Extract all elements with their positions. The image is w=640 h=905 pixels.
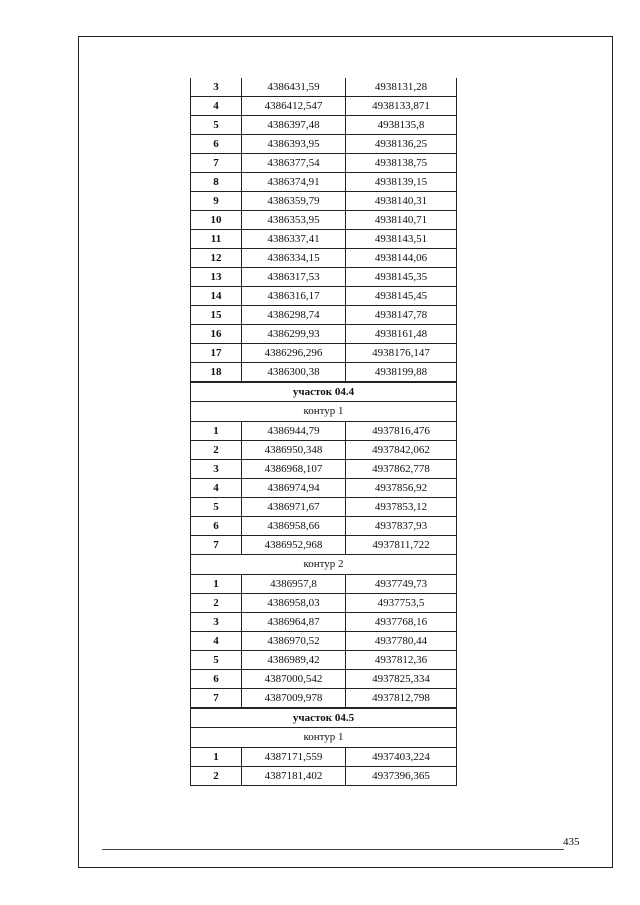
footer-rule xyxy=(102,849,564,850)
table-row xyxy=(190,613,457,632)
point-number-cell: 4 xyxy=(191,632,242,650)
point-number-cell: 6 xyxy=(191,517,242,535)
table-row xyxy=(190,594,457,613)
y-coordinate-cell: 4937811,722 xyxy=(372,539,430,551)
y-coordinate-cell: 4938144,06 xyxy=(374,252,428,264)
x-coordinate-cell: 4386944,79 xyxy=(242,422,346,440)
section-header: участок 04.4 xyxy=(190,382,457,402)
table-row xyxy=(190,230,457,249)
y-coordinate-cell: 4937780,44 xyxy=(374,635,428,647)
y-coordinate-cell: 4938138,75 xyxy=(374,157,428,169)
y-coordinate-cell: 4937812,798 xyxy=(372,692,430,704)
point-number-cell: 13 xyxy=(191,268,242,286)
point-number-cell: 5 xyxy=(191,651,242,669)
y-coordinate-cell: 4938199,88 xyxy=(374,366,428,378)
table-row xyxy=(190,211,457,230)
y-coordinate-cell: 4937837,93 xyxy=(374,520,428,532)
x-coordinate-cell: 4386958,03 xyxy=(242,594,346,612)
table-row xyxy=(190,748,457,767)
table-row xyxy=(190,249,457,268)
point-number-cell: 18 xyxy=(191,363,242,381)
x-coordinate-cell: 4386393,95 xyxy=(242,135,346,153)
y-coordinate-cell: 4938161,48 xyxy=(374,328,428,340)
table-row xyxy=(190,325,457,344)
x-coordinate-cell: 4386431,59 xyxy=(242,78,346,96)
point-number-cell: 4 xyxy=(191,97,242,115)
point-number-cell: 2 xyxy=(191,441,242,459)
x-coordinate-cell: 4386968,107 xyxy=(242,460,346,478)
y-coordinate-cell: 4937749,73 xyxy=(374,578,428,590)
table-row xyxy=(190,154,457,173)
y-coordinate-cell: 4937853,12 xyxy=(374,501,428,513)
x-coordinate-cell: 4386989,42 xyxy=(242,651,346,669)
x-coordinate-cell: 4386377,54 xyxy=(242,154,346,172)
point-number-cell: 3 xyxy=(191,78,242,96)
x-coordinate-cell: 4386952,968 xyxy=(242,536,346,554)
point-number-cell: 5 xyxy=(191,116,242,134)
point-number-cell: 6 xyxy=(191,670,242,688)
table-row xyxy=(190,498,457,517)
table-row xyxy=(190,689,457,708)
x-coordinate-cell: 4386337,41 xyxy=(242,230,346,248)
x-coordinate-cell: 4387171,559 xyxy=(242,748,346,766)
y-coordinate-cell: 4938147,78 xyxy=(374,309,428,321)
table-row xyxy=(190,192,457,211)
y-coordinate-cell: 4937862,778 xyxy=(372,463,430,475)
x-coordinate-cell: 4386359,79 xyxy=(242,192,346,210)
x-coordinate-cell: 4386300,38 xyxy=(242,363,346,381)
y-coordinate-cell: 4938131,28 xyxy=(374,81,428,93)
contour-subheader: контур 1 xyxy=(190,728,457,748)
point-number-cell: 9 xyxy=(191,192,242,210)
point-number-cell: 10 xyxy=(191,211,242,229)
x-coordinate-cell: 4386958,66 xyxy=(242,517,346,535)
y-coordinate-cell: 4938133,871 xyxy=(372,100,430,112)
table-row xyxy=(190,670,457,689)
point-number-cell: 5 xyxy=(191,498,242,516)
y-coordinate-cell: 4938135,8 xyxy=(377,119,425,131)
point-number-cell: 1 xyxy=(191,422,242,440)
y-coordinate-cell: 4937753,5 xyxy=(377,597,425,609)
x-coordinate-cell: 4387181,402 xyxy=(242,767,346,785)
table-row xyxy=(190,78,457,97)
table-row xyxy=(190,97,457,116)
y-coordinate-cell: 4937403,224 xyxy=(372,751,430,763)
x-coordinate-cell: 4386957,8 xyxy=(242,575,346,593)
x-coordinate-cell: 4386950,348 xyxy=(242,441,346,459)
contour-subheader: контур 1 xyxy=(190,402,457,422)
table-row xyxy=(190,306,457,325)
point-number-cell: 6 xyxy=(191,135,242,153)
y-coordinate-cell: 4938139,15 xyxy=(374,176,428,188)
table-row xyxy=(190,632,457,651)
x-coordinate-cell: 4386317,53 xyxy=(242,268,346,286)
y-coordinate-cell: 4938136,25 xyxy=(374,138,428,150)
x-coordinate-cell: 4386397,48 xyxy=(242,116,346,134)
point-number-cell: 2 xyxy=(191,594,242,612)
point-number-cell: 17 xyxy=(191,344,242,362)
table-row xyxy=(190,441,457,460)
table-row xyxy=(190,479,457,498)
y-coordinate-cell: 4937768,16 xyxy=(374,616,428,628)
table-row xyxy=(190,536,457,555)
x-coordinate-cell: 4386374,91 xyxy=(242,173,346,191)
table-row xyxy=(190,363,457,382)
y-coordinate-cell: 4937812,36 xyxy=(374,654,428,666)
x-coordinate-cell: 4386298,74 xyxy=(242,306,346,324)
table-row xyxy=(190,651,457,670)
y-coordinate-cell: 4937856,92 xyxy=(374,482,428,494)
y-coordinate-cell: 4937816,476 xyxy=(372,425,430,437)
point-number-cell: 16 xyxy=(191,325,242,343)
x-coordinate-cell: 4386964,87 xyxy=(242,613,346,631)
x-coordinate-cell: 4386970,52 xyxy=(242,632,346,650)
point-number-cell: 3 xyxy=(191,460,242,478)
table-row xyxy=(190,135,457,154)
y-coordinate-cell: 4937825,334 xyxy=(372,673,430,685)
point-number-cell: 15 xyxy=(191,306,242,324)
point-number-cell: 3 xyxy=(191,613,242,631)
y-coordinate-cell: 4938145,45 xyxy=(374,290,428,302)
point-number-cell: 14 xyxy=(191,287,242,305)
y-coordinate-cell: 4937396,365 xyxy=(372,770,430,782)
point-number-cell: 7 xyxy=(191,689,242,707)
table-row xyxy=(190,460,457,479)
y-coordinate-cell: 4938145,35 xyxy=(374,271,428,283)
point-number-cell: 2 xyxy=(191,767,242,785)
coordinates-table xyxy=(190,78,457,786)
point-number-cell: 7 xyxy=(191,536,242,554)
point-number-cell: 7 xyxy=(191,154,242,172)
table-row xyxy=(190,517,457,536)
x-coordinate-cell: 4387009,978 xyxy=(242,689,346,707)
x-coordinate-cell: 4386353,95 xyxy=(242,211,346,229)
table-row xyxy=(190,767,457,786)
table-row xyxy=(190,287,457,306)
table-row xyxy=(190,173,457,192)
point-number-cell: 12 xyxy=(191,249,242,267)
x-coordinate-cell: 4386316,17 xyxy=(242,287,346,305)
table-row xyxy=(190,116,457,135)
page-number: 435 xyxy=(563,836,580,848)
x-coordinate-cell: 4386974,94 xyxy=(242,479,346,497)
contour-subheader: контур 2 xyxy=(190,555,457,575)
x-coordinate-cell: 4387000,542 xyxy=(242,670,346,688)
point-number-cell: 8 xyxy=(191,173,242,191)
table-row xyxy=(190,422,457,441)
point-number-cell: 1 xyxy=(191,748,242,766)
x-coordinate-cell: 4386299,93 xyxy=(242,325,346,343)
x-coordinate-cell: 4386296,296 xyxy=(242,344,346,362)
point-number-cell: 11 xyxy=(191,230,242,248)
point-number-cell: 1 xyxy=(191,575,242,593)
point-number-cell: 4 xyxy=(191,479,242,497)
y-coordinate-cell: 4937842,062 xyxy=(372,444,430,456)
x-coordinate-cell: 4386412,547 xyxy=(242,97,346,115)
x-coordinate-cell: 4386334,15 xyxy=(242,249,346,267)
table-row xyxy=(190,268,457,287)
y-coordinate-cell: 4938143,51 xyxy=(374,233,428,245)
table-row xyxy=(190,575,457,594)
y-coordinate-cell: 4938140,31 xyxy=(374,195,428,207)
y-coordinate-cell: 4938176,147 xyxy=(372,347,430,359)
y-coordinate-cell: 4938140,71 xyxy=(374,214,428,226)
table-row xyxy=(190,344,457,363)
x-coordinate-cell: 4386971,67 xyxy=(242,498,346,516)
section-header: участок 04.5 xyxy=(190,708,457,728)
